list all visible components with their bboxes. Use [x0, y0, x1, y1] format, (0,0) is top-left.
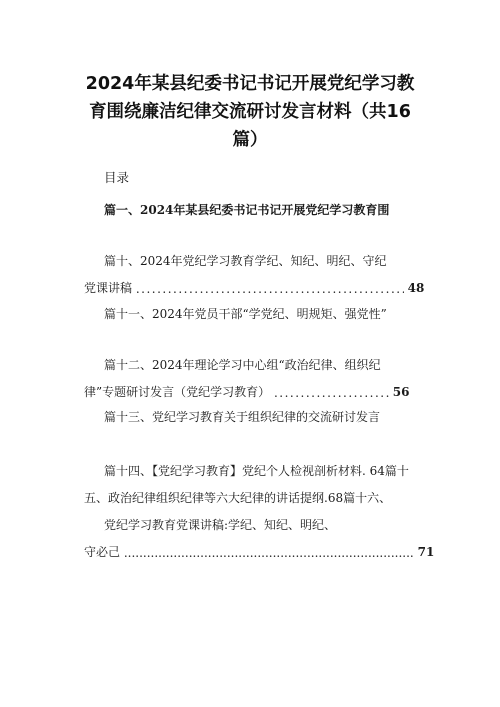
toc-item-10-page: 48	[407, 281, 425, 295]
toc-item-12-page: 56	[392, 385, 410, 399]
toc-item-16-line-3[interactable]: 党纪学习教育党课讲稿:学纪、知纪、明纪、	[104, 518, 337, 532]
toc-leader-dots	[136, 282, 404, 296]
toc-item-12-line-1[interactable]: 篇十二、2024年理论学习中心组“政治纪律、组织纪	[104, 358, 381, 372]
title-line-2: 育围绕廉洁纪律交流研讨发言材料（共16	[89, 102, 411, 122]
toc-item-10-line-2[interactable]	[84, 279, 424, 296]
title-line-1: 2024年某县纪委书记书记开展党纪学习教	[85, 74, 415, 94]
toc-leader-dots	[274, 386, 389, 400]
toc-item-13[interactable]: 篇十三、党纪学习教育关于组织纪律的交流研讨发言	[104, 410, 381, 424]
toc-leader-dots	[124, 546, 414, 560]
toc-item-12-text: 律”专题研讨发言（党纪学习教育）	[84, 385, 271, 399]
toc-item-12-line-2[interactable]	[84, 383, 410, 400]
toc-item-1[interactable]: 篇一、2024年某县纪委书记书记开展党纪学习教育围	[104, 203, 390, 217]
toc-item-16-page: 71	[417, 545, 435, 559]
toc-item-10-text: 党课讲稿	[84, 281, 133, 295]
toc-item-16-text: 守必己	[84, 545, 121, 559]
document-title	[70, 70, 430, 154]
toc-item-14-line-1[interactable]: 篇十四、【党纪学习教育】党纪个人检视剖析材料. 64篇十	[104, 464, 409, 478]
toc-heading: 目录	[104, 170, 130, 185]
toc-item-10-line-1[interactable]: 篇十、2024年党纪学习教育学纪、知纪、明纪、守纪	[104, 254, 387, 268]
title-line-3: 篇）	[232, 130, 268, 150]
toc-item-14-line-2[interactable]: 五、政治纪律组织纪律等六大纪律的讲话提纲.68篇十六、	[84, 491, 392, 505]
toc-item-16-line-4[interactable]	[84, 543, 434, 560]
toc-item-11[interactable]: 篇十一、2024年党员干部“学党纪、明规矩、强党性”	[104, 307, 387, 321]
